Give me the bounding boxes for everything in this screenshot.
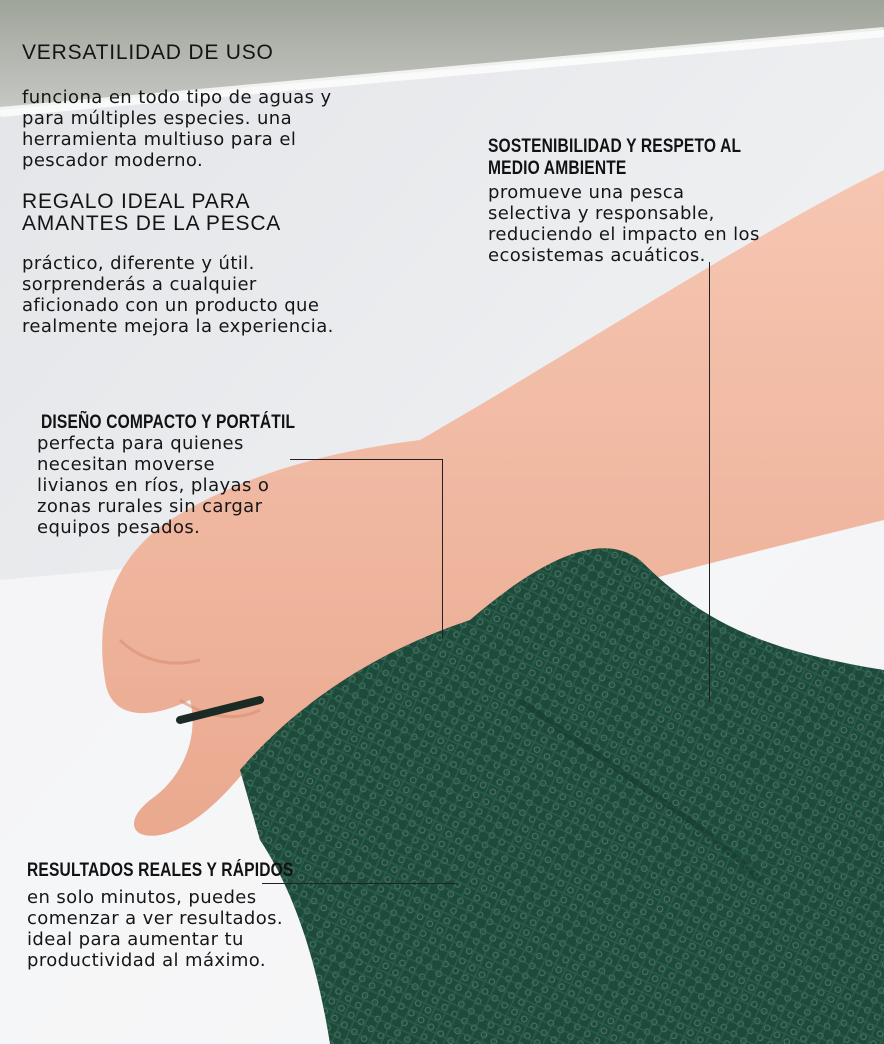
text-line: funciona en todo tipo de aguas y xyxy=(22,87,332,108)
text-line: en solo minutos, puedes xyxy=(27,887,257,908)
heading-line: AMANTES DE LA PESCA xyxy=(22,212,282,235)
text-diseno xyxy=(37,433,269,538)
heading-line: MEDIO AMBIENTE xyxy=(488,158,627,179)
text-line: sorprenderás a cualquier xyxy=(22,274,257,295)
text-line: práctico, diferente y útil. xyxy=(22,253,255,274)
text-line: reduciendo el impacto en los xyxy=(488,224,760,245)
text-line: necesitan moverse xyxy=(37,454,215,475)
heading-diseno: DISEÑO COMPACTO Y PORTÁTIL xyxy=(41,412,296,433)
connector-line-sostenibilidad xyxy=(709,262,710,702)
text-line: realmente mejora la experiencia. xyxy=(22,316,334,337)
text-line: ecosistemas acuáticos. xyxy=(488,245,706,266)
heading-versatilidad: VERSATILIDAD DE USO xyxy=(22,41,274,64)
heading-resultados: RESULTADOS REALES Y RÁPIDOS xyxy=(27,860,294,881)
heading-line: REGALO IDEAL PARA xyxy=(22,190,251,213)
text-line: pescador moderno. xyxy=(22,150,204,171)
text-line: selectiva y responsable, xyxy=(488,203,715,224)
text-line: zonas rurales sin cargar xyxy=(37,496,263,517)
text-line: comenzar a ver resultados. xyxy=(27,908,284,929)
text-sostenibilidad xyxy=(488,182,760,266)
connector-line-diseno-h xyxy=(290,459,443,460)
heading-regalo xyxy=(22,191,281,235)
heading-sostenibilidad xyxy=(488,136,741,180)
text-line: perfecta para quienes xyxy=(37,433,244,454)
text-line: productividad al máximo. xyxy=(27,950,267,971)
connector-line-diseno-v xyxy=(442,459,443,639)
text-line: aficionado con un producto que xyxy=(22,295,320,316)
heading-line: SOSTENIBILIDAD Y RESPETO AL xyxy=(488,136,742,157)
text-line: ideal para aumentar tu xyxy=(27,929,244,950)
text-line: herramienta multiuso para el xyxy=(22,129,297,150)
text-line: promueve una pesca xyxy=(488,182,685,203)
text-line: livianos en ríos, playas o xyxy=(37,475,270,496)
text-resultados xyxy=(27,887,283,971)
connector-line-resultados xyxy=(262,883,457,884)
text-line: equipos pesados. xyxy=(37,517,201,538)
text-versatilidad xyxy=(22,87,332,171)
text-line: para múltiples especies. una xyxy=(22,108,293,129)
text-regalo xyxy=(22,253,334,337)
